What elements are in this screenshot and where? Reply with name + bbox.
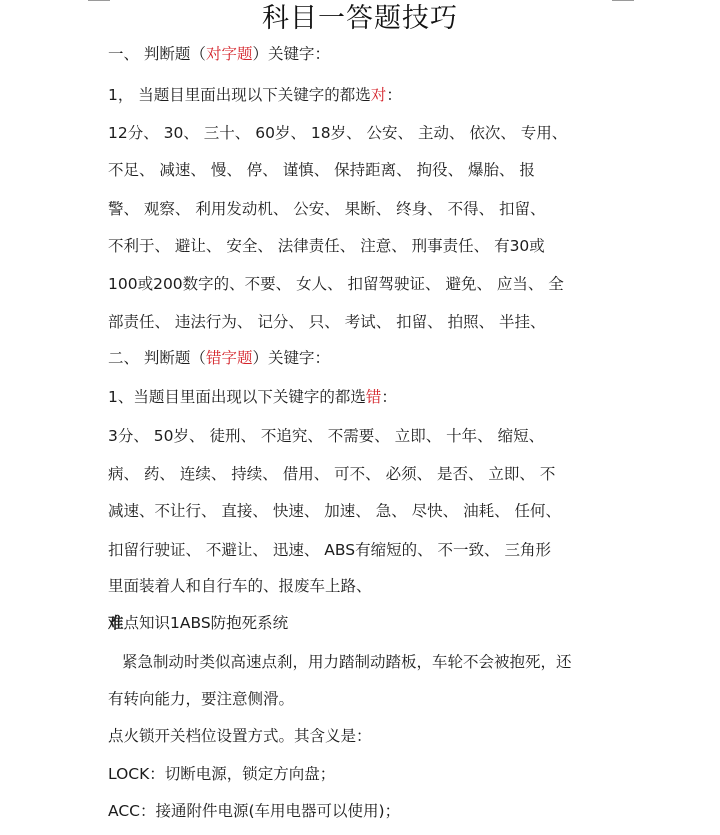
section1-keyword-line: 12分、 30、 三十、 60岁、 18岁、 公安、 主动、 依次、 专用、	[108, 124, 568, 142]
section1-keyword-line: 不足、 减速、 慢、 停、 谨慎、 保持距离、 拘役、 爆胎、 报	[108, 161, 535, 179]
section1-rule-highlight: 对	[370, 86, 387, 104]
section2-rule-highlight: 错	[365, 388, 382, 406]
section1-heading-prefix: 一、 判断题（	[108, 45, 206, 63]
section1-rule	[108, 84, 402, 106]
section1-rule-suffix: ：	[386, 86, 402, 104]
section2-heading	[108, 347, 330, 369]
section2-heading-suffix: ）关键字：	[252, 349, 330, 367]
difficult-heading-bold: 难	[108, 614, 124, 632]
section2-keyword-line: 病、 药、 连续、 持续、 借用、 可不、 必须、 是否、 立即、 不	[108, 465, 556, 483]
page-title: 科目一答题技巧	[262, 3, 458, 34]
section2-keyword-line: 扣留行驶证、 不避让、 迅速、 ABS有缩短的、 不一致、 三角形	[108, 541, 551, 559]
section2-heading-highlight: 错字题	[205, 349, 253, 367]
difficult-heading-rest: 点知识1ABS防抱死系统	[123, 614, 289, 632]
abs-description-line: 有转向能力，要注意侧滑。	[108, 690, 295, 708]
section1-heading-suffix: ）关键字：	[252, 45, 330, 63]
section1-keyword-line: 不利于、 避让、 安全、 法律责任、 注意、 刑事责任、 有30或	[108, 237, 545, 255]
section1-keyword-line: 100或200数字的、不要、 女人、 扣留驾驶证、 避免、 应当、 全	[108, 275, 564, 293]
section2-keyword-line: 里面装着人和自行车的、报废车上路、	[108, 577, 372, 595]
section1-keyword-line: 部责任、 违法行为、 记分、 只、 考试、 扣留、 拍照、 半挂、	[108, 313, 546, 331]
section1-heading-highlight: 对字题	[205, 45, 253, 63]
section2-rule-prefix: 1、当题目里面出现以下关键字的都选	[108, 388, 366, 406]
ignition-intro: 点火锁开关档位设置方式。其含义是：	[108, 727, 372, 745]
top-edge-rule-left	[88, 0, 110, 1]
section2-keyword-line: 减速、不让行、 直接、 快速、 加速、 急、 尽快、 油耗、 任何、	[108, 502, 561, 520]
abs-description-line: 紧急制动时类似高速点刹，用力踏制动踏板，车轮不会被抱死，还	[122, 653, 572, 671]
section1-keyword-line: 警、 观察、 利用发动机、 公安、 果断、 终身、 不得、 扣留、	[108, 200, 546, 218]
section2-rule	[108, 386, 397, 408]
section2-heading-prefix: 二、 判断题（	[108, 349, 206, 367]
top-edge-rule-right	[612, 0, 634, 1]
section2-keyword-line: 3分、 50岁、 徒刑、 不追究、 不需要、 立即、 十年、 缩短、	[108, 427, 545, 445]
section2-rule-suffix: ：	[381, 388, 397, 406]
acc-description: ACC：接通附件电源(车用电器可以使用)；	[108, 802, 401, 820]
lock-description: LOCK：切断电源，锁定方向盘；	[108, 765, 336, 783]
difficult-heading	[108, 612, 288, 634]
section1-rule-prefix: 1， 当题目里面出现以下关键字的都选	[108, 86, 371, 104]
section1-heading	[108, 43, 330, 65]
